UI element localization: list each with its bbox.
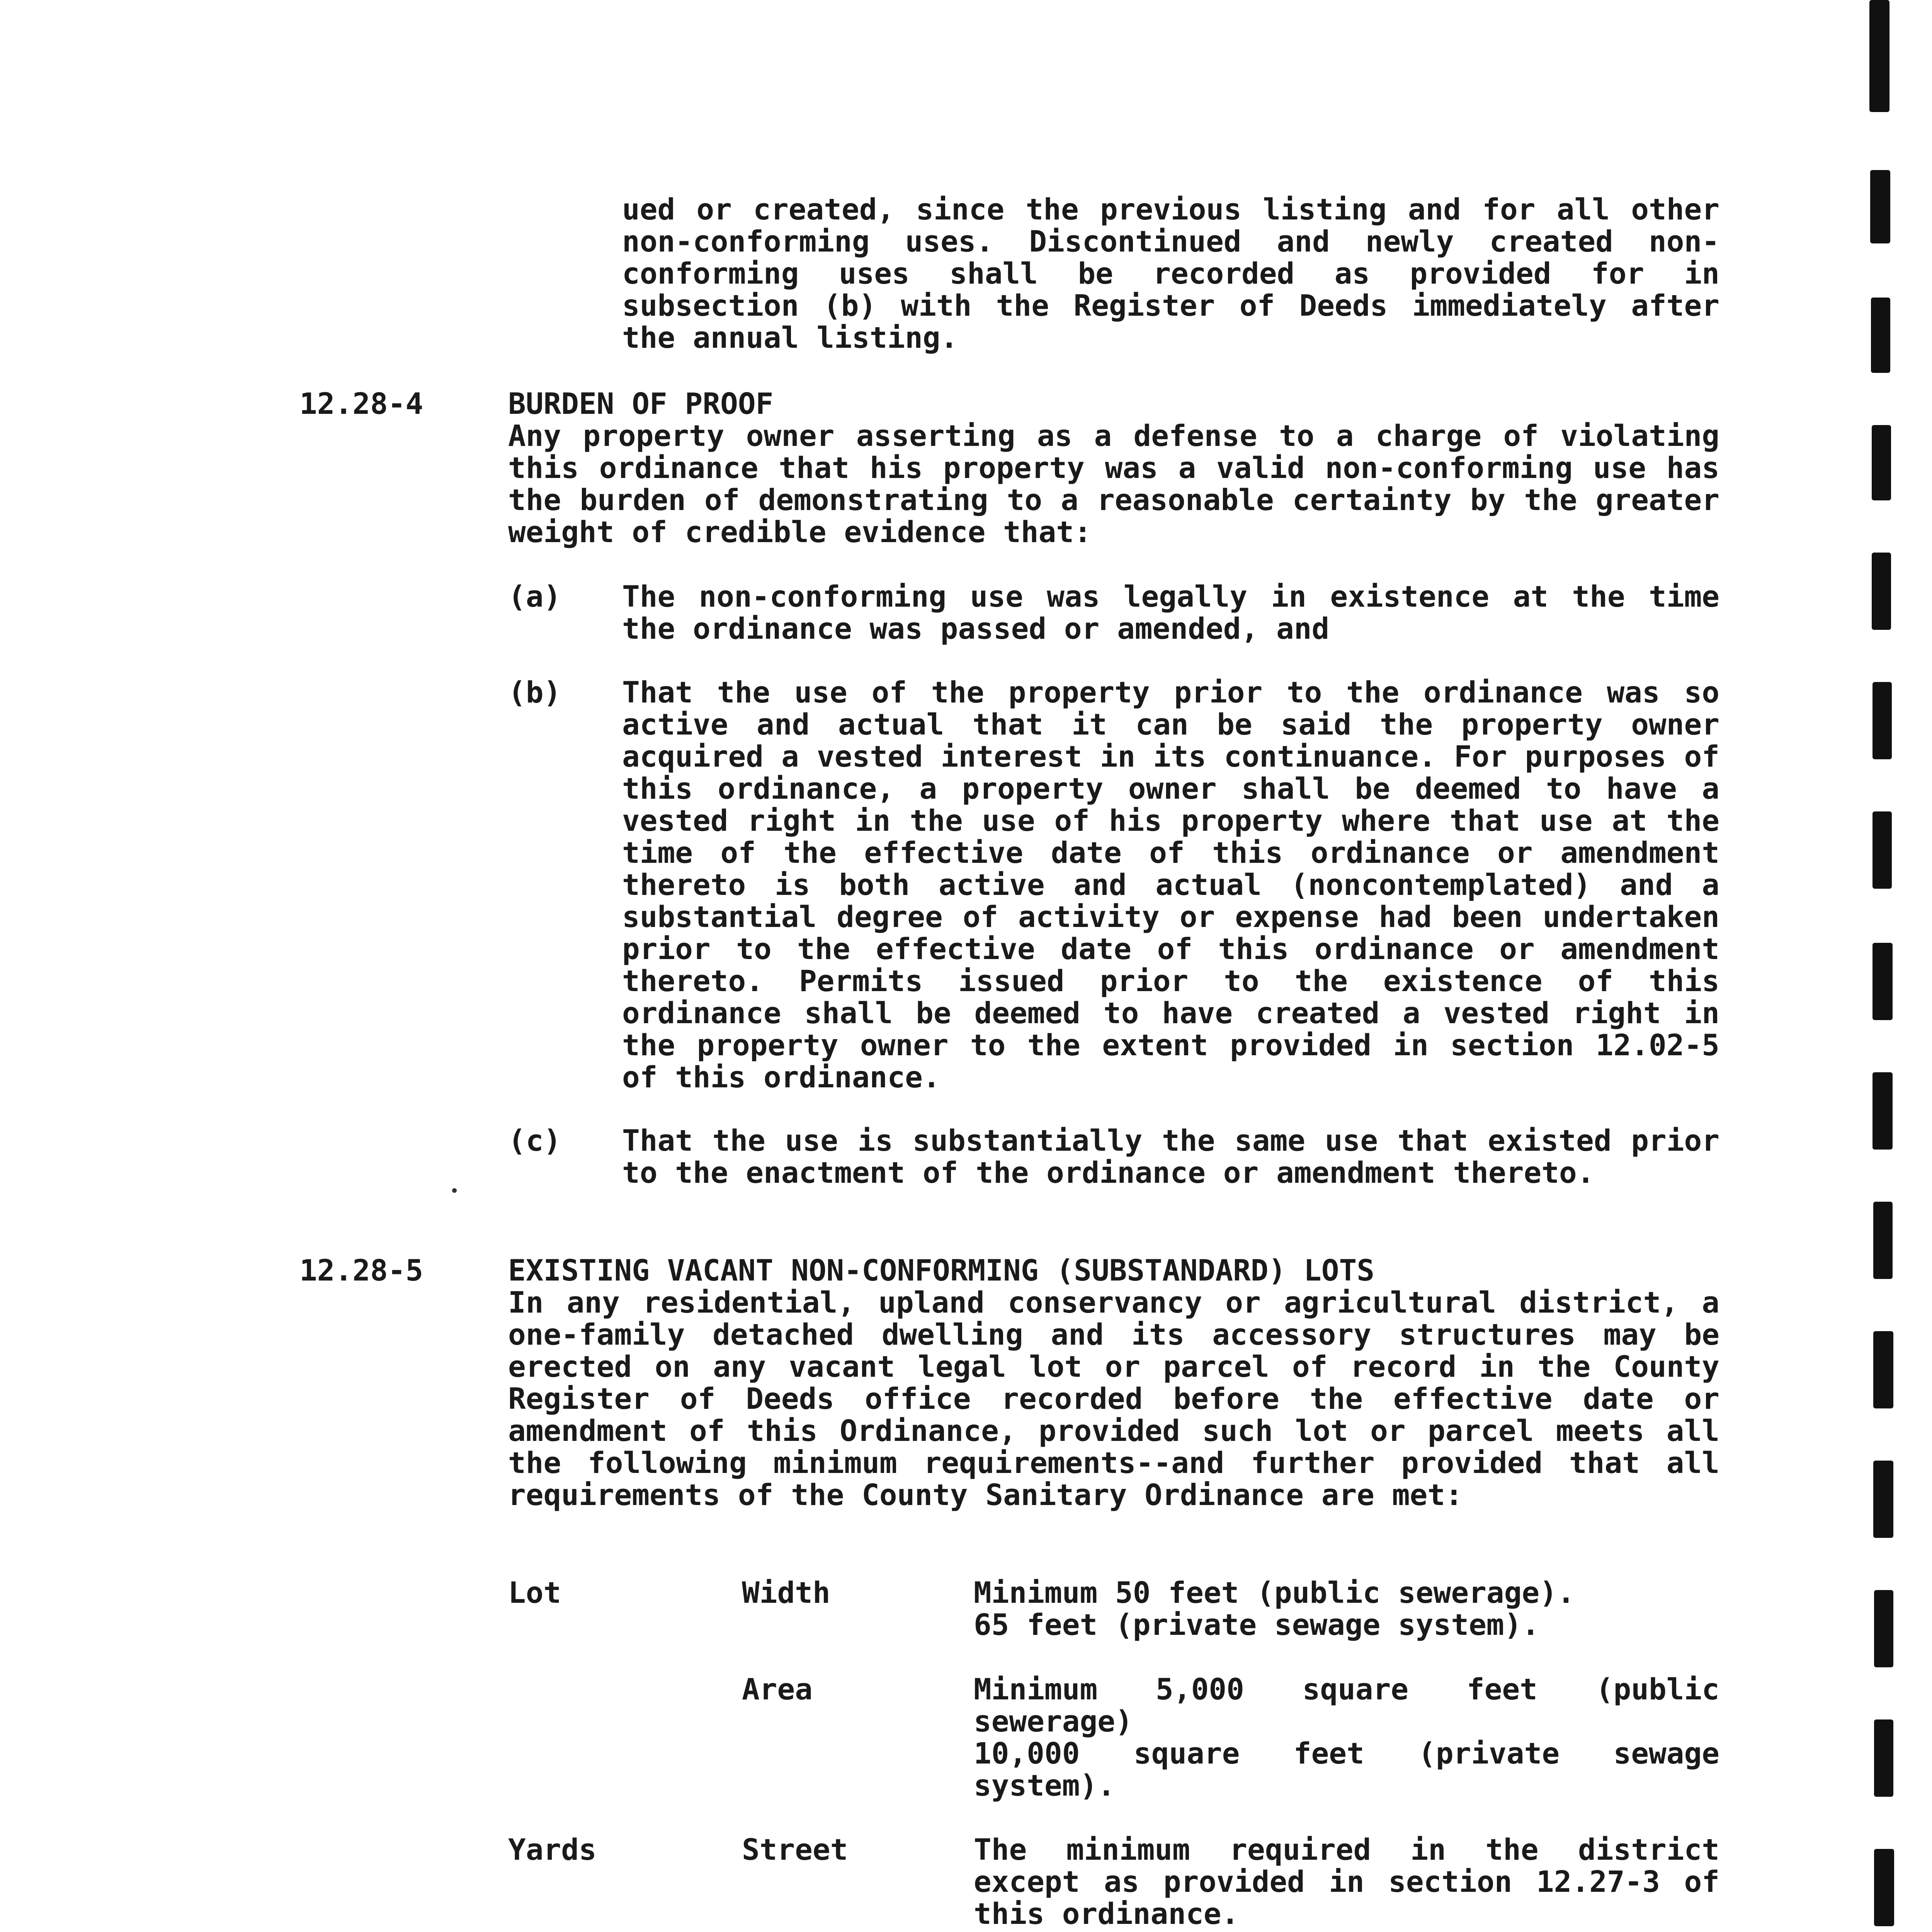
item-text: The non-conforming use was legally in existence at the time the ordinance was passed or amended, and <box>622 579 1719 646</box>
intro-paragraph: ued or created, since the previous listing and for all other non-conforming uses. Discontinued and newly created non-conforming uses shall be recorded as provided for in subsection (b) with the Register of Deeds immediately after the annual listing. <box>622 192 1719 355</box>
binding-mark <box>1872 811 1892 889</box>
item-label: (b) <box>508 675 561 709</box>
requirement-item: Width <box>742 1575 830 1610</box>
binding-mark <box>1872 425 1891 500</box>
requirement-line: 65 feet (private sewage system). <box>974 1607 1540 1642</box>
requirement-item: Street <box>742 1832 848 1867</box>
binding-mark <box>1872 682 1892 759</box>
item-text: That the use is substantially the same use that existed prior to the enactment of the ordinance or amendment thereto. <box>622 1123 1719 1190</box>
section-body: In any residential, upland conservancy or agricultural district, a one-family detached dwelling and its accessory structures may be erected on any vacant legal lot or parcel of record in the County Register of Deeds office recorded before the effective date or amendment of this Ordinance, provided such lot or parcel meets all the following minimum requirements--and further provided that all requirements of the County Sanitary Ordinance are met: <box>508 1285 1719 1512</box>
binding-mark <box>1872 1072 1893 1150</box>
item-label: (a) <box>508 579 561 614</box>
section-heading: BURDEN OF PROOF <box>508 386 774 421</box>
binding-mark <box>1874 1590 1893 1667</box>
section-number: 12.28-4 <box>299 386 423 421</box>
section-number: 12.28-5 <box>299 1253 423 1287</box>
binding-mark <box>1870 170 1890 243</box>
binding-mark <box>1872 553 1891 630</box>
binding-mark <box>1874 1849 1894 1926</box>
requirement-line: Minimum 5,000 square feet (public sewerage) <box>974 1672 1719 1738</box>
requirement-item: Area <box>742 1672 813 1706</box>
section-heading: EXISTING VACANT NON-CONFORMING (SUBSTANDARD) LOTS <box>508 1253 1375 1287</box>
requirement-group: Lot <box>508 1575 561 1610</box>
binding-mark <box>1869 0 1889 112</box>
item-label: (c) <box>508 1123 561 1158</box>
requirement-group: Yards <box>508 1832 597 1867</box>
requirement-line: Minimum 50 feet (public sewerage). <box>974 1575 1575 1610</box>
item-text: That the use of the property prior to the ordinance was so active and actual that it can be said the property owner acquired a vested interest in its continuance. For purposes of this ordinance, a property owner shall be deemed to have a vested right in the use of his property where that use at the time of the effective date of this ordinance or amendment thereto is both active and actual (noncontemplated) and a substantial degree of activity or expense had been undertaken prior to the effective date of this ordinance or amendment thereto. Permits issued prior to the existence of this ordinance shall be deemed to have created a vested right in the property owner to the extent provided in section 12.02-5 of this ordinance. <box>622 675 1719 1094</box>
binding-mark <box>1871 298 1890 373</box>
binding-mark <box>1873 1331 1893 1408</box>
binding-mark <box>1873 1202 1893 1279</box>
section-body: Any property owner asserting as a defense to a charge of violating this ordinance that his property was a valid non-conforming use has the burden of demonstrating to a reasonable certainty by the greater weight of credible evidence that: <box>508 418 1719 549</box>
scan-dot <box>452 1188 457 1193</box>
binding-mark <box>1873 1461 1893 1538</box>
requirement-line: 10,000 square feet (private sewage system). <box>974 1736 1719 1803</box>
requirement-line: The minimum required in the district except as provided in section 12.27-3 of this ordinance. <box>974 1832 1719 1931</box>
binding-mark <box>1874 1719 1893 1797</box>
binding-mark <box>1872 943 1893 1020</box>
